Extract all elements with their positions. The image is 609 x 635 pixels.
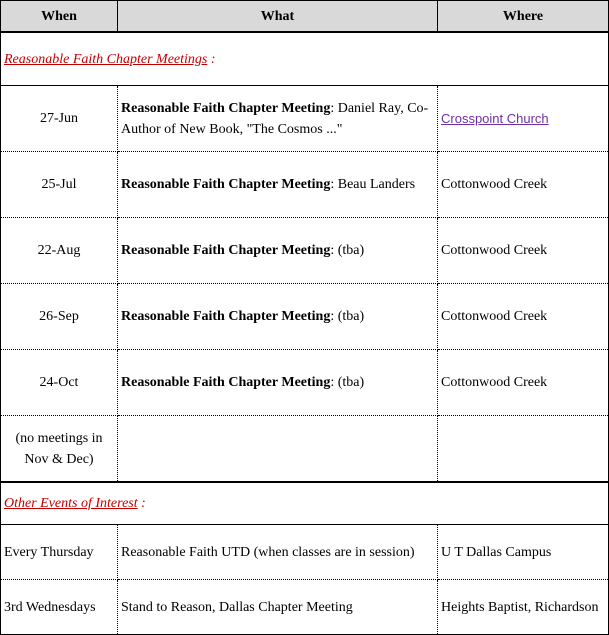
section-chapter-meetings-label: Reasonable Faith Chapter Meetings [4, 51, 208, 67]
empty-cell [438, 416, 609, 483]
meeting-detail: : Daniel Ray, Co-Author of New Book, "The Cosmos ..." [121, 100, 429, 137]
meeting-location: Cottonwood Creek [438, 284, 609, 350]
meeting-title: Reasonable Faith Chapter Meeting [121, 309, 331, 324]
header-when: When [1, 1, 118, 33]
meeting-date: 22-Aug [1, 218, 118, 284]
table-row [1, 86, 609, 152]
event-when: Every Thursday [1, 525, 118, 580]
meeting-location: Cottonwood Creek [438, 152, 609, 218]
meeting-detail: : (tba) [330, 243, 365, 258]
meeting-detail: : Beau Landers [330, 177, 416, 192]
meeting-location: Cottonwood Creek [438, 350, 609, 416]
event-what: Stand to Reason, Dallas Chapter Meeting [118, 580, 438, 635]
meeting-description [118, 284, 438, 350]
table-row [1, 416, 609, 483]
meeting-location [438, 86, 609, 152]
meeting-title: Reasonable Faith Chapter Meeting [121, 375, 331, 390]
meeting-date: 26-Sep [1, 284, 118, 350]
event-when: 3rd Wednesdays [1, 580, 118, 635]
table-row [1, 284, 609, 350]
meeting-title: Reasonable Faith Chapter Meeting [121, 100, 331, 116]
header-what: What [118, 1, 438, 33]
meeting-description [118, 86, 438, 152]
meeting-detail: : (tba) [330, 309, 365, 324]
meeting-date: 27-Jun [1, 86, 118, 152]
table-row [1, 152, 609, 218]
event-what: Reasonable Faith UTD (when classes are in session) [118, 525, 438, 580]
meeting-location: Cottonwood Creek [438, 218, 609, 284]
meeting-detail: : (tba) [330, 375, 365, 390]
section-chapter-meetings-cell [1, 32, 609, 86]
event-where: Heights Baptist, Richardson [438, 580, 609, 635]
header-where: Where [438, 1, 609, 33]
header-row [1, 1, 609, 33]
meeting-description [118, 152, 438, 218]
section-other-events-cell [1, 482, 609, 525]
table-row [1, 218, 609, 284]
table-row [1, 350, 609, 416]
section-other-events-suffix: : [137, 496, 146, 511]
meeting-date: 24-Oct [1, 350, 118, 416]
section-chapter-meetings [1, 32, 609, 86]
section-other-events [1, 482, 609, 525]
meeting-description [118, 218, 438, 284]
no-meetings-note: (no meetings in Nov & Dec) [1, 416, 118, 483]
empty-cell [118, 416, 438, 483]
section-chapter-meetings-suffix: : [207, 51, 216, 67]
meeting-description [118, 350, 438, 416]
table-row [1, 525, 609, 580]
table-row [1, 580, 609, 635]
meeting-title: Reasonable Faith Chapter Meeting [121, 243, 331, 258]
crosspoint-church-link[interactable]: Crosspoint Church [441, 110, 549, 126]
section-other-events-label: Other Events of Interest [4, 496, 138, 511]
meeting-date: 25-Jul [1, 152, 118, 218]
event-where: U T Dallas Campus [438, 525, 609, 580]
meeting-title: Reasonable Faith Chapter Meeting [121, 177, 331, 192]
